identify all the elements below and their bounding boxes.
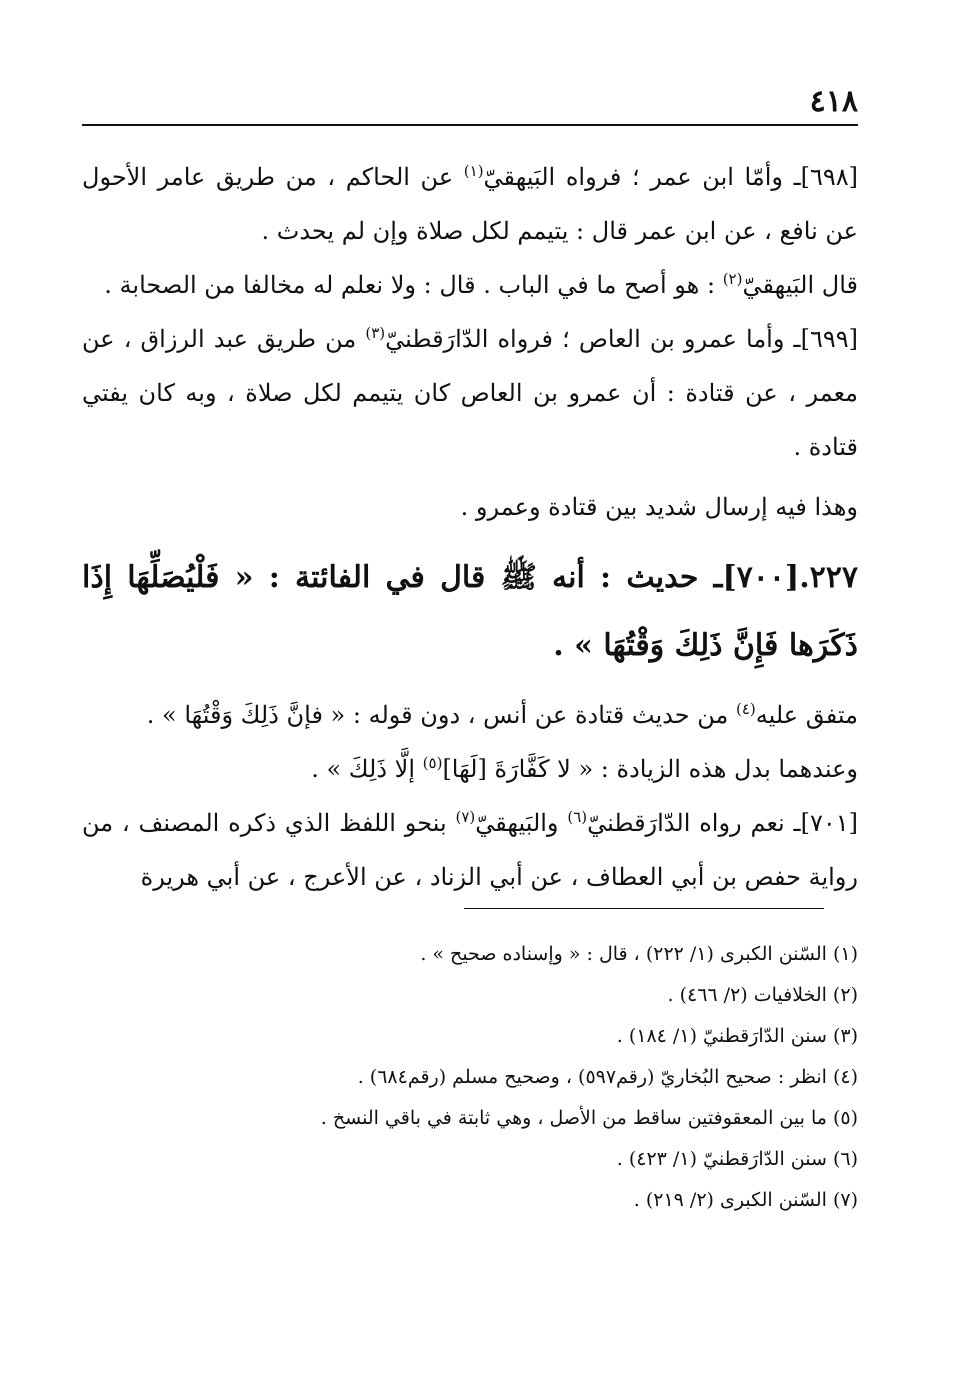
footnote-ref-2[interactable]: (٢) xyxy=(722,270,743,288)
paragraph-irsal-note xyxy=(82,480,858,534)
paragraph-ziyada xyxy=(82,742,858,796)
footnote-ref-5[interactable]: (٥) xyxy=(422,754,443,772)
main-text xyxy=(82,150,858,904)
footnote-7: (٧) السّنن الكبرى (٢/ ٢١٩) . xyxy=(633,1189,858,1211)
footnotes-list xyxy=(82,934,858,1221)
paragraph-text: متفق عليه xyxy=(755,701,858,729)
page-number: ٤١٨ xyxy=(809,84,858,119)
paragraph-701 xyxy=(82,796,858,904)
paragraph-text: قال البَيهقيّ xyxy=(742,271,858,299)
paragraph-text: وعندهما بدل هذه الزيادة : « لا كَفَّارَةَ [لَهَا] xyxy=(442,755,858,783)
paragraph-699 xyxy=(82,312,858,474)
paragraph-bayhaqi-comment xyxy=(82,258,858,312)
hadith-heading-227 xyxy=(82,544,858,680)
header-rule xyxy=(82,124,858,126)
footnote-6: (٦) سنن الدّارَقطنيّ (١/ ٤٢٣) . xyxy=(616,1148,858,1170)
paragraph-text: : هو أصح ما في الباب . قال : ولا نعلم له مخالفا من الصحابة . xyxy=(104,271,723,299)
footnote-1: (١) السّنن الكبرى (١/ ٢٢٢) ، قال : « وإسناده صحيح » . xyxy=(420,943,858,965)
paragraph-text: بنحو اللفظ الذي ذكره المصنف ، من رواية حفص بن أبي العطاف ، عن أبي الزناد ، عن الأعرج ، عن أبي هريرة xyxy=(82,809,858,891)
paragraph-text: وهذا فيه إرسال شديد بين قتادة وعمرو . xyxy=(460,493,858,521)
footnote-ref-7[interactable]: (٧) xyxy=(455,808,476,826)
footnote-3: (٣) سنن الدّارَقطنيّ (١/ ١٨٤) . xyxy=(616,1025,858,1047)
footnote-ref-4[interactable]: (٤) xyxy=(735,700,756,718)
footnote-ref-1[interactable]: (١) xyxy=(463,162,484,180)
paragraph-698 xyxy=(82,150,858,258)
paragraph-text: إلَّا ذَلِكَ » . xyxy=(311,755,423,783)
paragraph-text: [٦٩٨]ـ وأمّا ابن عمر ؛ فرواه البَيهقيّ xyxy=(483,163,859,191)
footnote-ref-6[interactable]: (٦) xyxy=(567,808,588,826)
paragraph-text: من حديث قتادة عن أنس ، دون قوله : « فإنَّ ذَلِكَ وَقْتُهَا » . xyxy=(146,701,736,729)
footnote-4: (٤) انظر : صحيح البُخاريّ (رقم٥٩٧) ، وصحيح مسلم (رقم٦٨٤) . xyxy=(357,1066,858,1088)
footnote-ref-3[interactable]: (٣) xyxy=(365,324,386,342)
paragraph-text: [٦٩٩]ـ وأما عمرو بن العاص ؛ فرواه الدّارَقطنيّ xyxy=(385,325,858,353)
paragraph-text: من طريق عبد الرزاق ، عن معمر ، عن قتادة : أن عمرو بن العاص كان يتيمم لكل صلاة ، وبه كان يفتي قتادة . xyxy=(82,325,858,461)
paragraph-text: عن الحاكم ، من طريق عامر الأحول عن نافع ، عن ابن عمر قال : يتيمم لكل صلاة وإن لم يحدث . xyxy=(82,163,858,245)
footnote-separator xyxy=(464,908,824,909)
paragraph-text: والبَيهقيّ xyxy=(475,809,568,837)
footnote-5: (٥) ما بين المعقوفتين ساقط من الأصل ، وهي ثابتة في باقي النسخ . xyxy=(320,1107,858,1129)
footnote-2: (٢) الخلافيات (٢/ ٤٦٦) . xyxy=(667,984,858,1006)
heading-text: ٢٢٧.[٧٠٠]ـ حديث : أنه ﷺ قال في الفائتة : « فَلْيُصَلِّهَا إِذَا ذَكَرَها فَإِنَّ ذَلِكَ وَقْتُهَا » . xyxy=(82,560,858,663)
paragraph-muttafaq xyxy=(82,688,858,742)
paragraph-text: [٧٠١]ـ نعم رواه الدّارَقطنيّ xyxy=(587,809,858,837)
